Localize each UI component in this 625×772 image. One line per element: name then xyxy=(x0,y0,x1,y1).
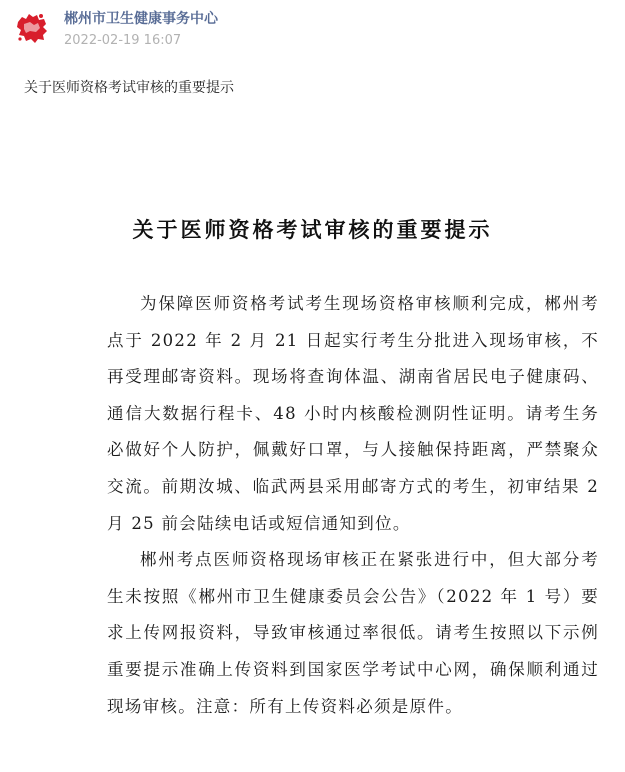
publish-time: 2022-02-19 16:07 xyxy=(64,33,182,48)
red-map-logo-icon[interactable] xyxy=(12,8,52,48)
post-title: 关于医师资格考试审核的重要提示 xyxy=(24,80,234,96)
document-title: 关于医师资格考试审核的重要提示 xyxy=(132,217,493,242)
account-name-link[interactable]: 郴州市卫生健康事务中心 xyxy=(64,11,218,27)
article-header xyxy=(12,8,218,58)
header-text xyxy=(64,10,218,50)
document-paragraph: 郴州考点医师资格现场审核正在紧张进行中，但大部分考生未按照《郴州市卫生健康委员会公告》（2022 年 1 号）要求上传网报资料，导致审核通过率很低。请考生按照以下示例重要提示准确上传资料到国家医学考试中心网，确保顺利通过现场审核。注意：所有上传资料必须是原件。 xyxy=(107,550,599,716)
document-body xyxy=(107,286,599,725)
document-paragraph: 为保障医师资格考试考生现场资格审核顺利完成，郴州考点于 2022 年 2 月 21 日起实行考生分批进入现场审核，不再受理邮寄资料。现场将查询体温、湖南省居民电子健康码、通信大数据行程卡、48 小时内核酸检测阴性证明。请考生务必做好个人防护，佩戴好口罩，与人接触保持距离，严禁聚众交流。前期汝城、临武两县采用邮寄方式的考生，初审结果 2 月 25 前会陆续电话或短信通知到位。 xyxy=(107,294,599,533)
